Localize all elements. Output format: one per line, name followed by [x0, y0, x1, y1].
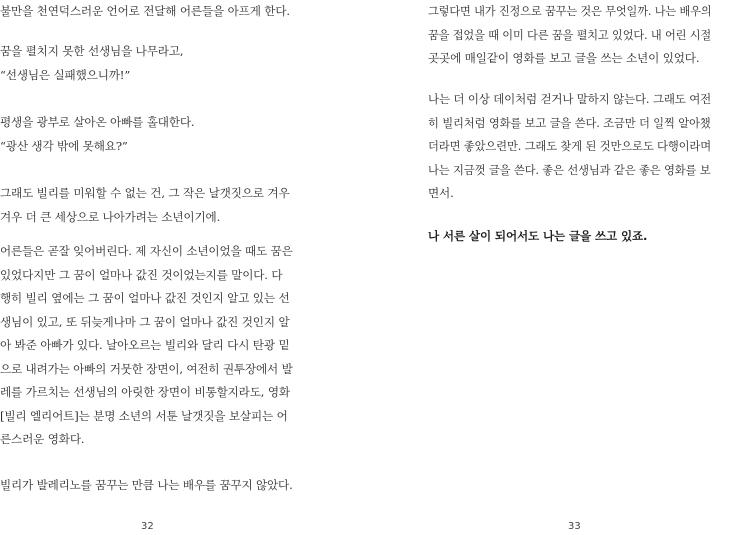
page-number: 33 — [568, 521, 581, 532]
text-line: 불만을 천연덕스러운 언어로 전달해 어른들을 아프게 한다. — [0, 4, 290, 18]
text-line: 아 봐준 아빠가 있다. 날아오르는 빌리와 달리 다시 탄광 밑 — [0, 338, 290, 352]
closing-line — [428, 225, 647, 249]
text-line: 곳곳에 매일같이 영화를 보고 글을 쓰는 소년이 있었다. — [428, 51, 700, 65]
text-line: “광산 생각 밖에 못해요?” — [0, 138, 128, 153]
text-line: 있었다지만 그 꿈이 얼마나 값진 것이었는지를 말이다. 다 — [0, 267, 283, 282]
paragraph-5 — [0, 240, 293, 452]
paragraph-2 — [428, 88, 718, 206]
text-line: 더라면 좋았으련만. 그래도 찾게 된 것만으로도 다행이라며 — [428, 139, 711, 153]
text-line: “선생님은 실패했으니까!” — [0, 67, 131, 82]
text-line: 으로 내려가는 아빠의 거뭇한 장면이, 여전히 권투장에서 발 — [0, 361, 293, 376]
text-line: 나는 지금껏 글을 쓴다. 좋은 선생님과 같은 좋은 영화를 보 — [428, 162, 711, 177]
text-line: 히 빌리처럼 영화를 보고 글을 쓴다. 조금만 더 일찍 알아챘 — [428, 115, 711, 130]
text-line: 행히 빌리 옆에는 그 꿈이 얼마나 값진 것인지 알고 있는 선 — [0, 291, 290, 305]
text-line: 겨우 더 큰 세상으로 나아가려는 소년이기에. — [0, 209, 221, 224]
page-number: 32 — [141, 521, 154, 532]
paragraph-1 — [0, 0, 290, 24]
text-line: 면서. — [428, 186, 454, 200]
paragraph-3 — [0, 111, 194, 158]
text-line: 른스러운 영화다. — [0, 432, 85, 446]
text-line: 어른들은 곧잘 잊어버린다. 제 자신이 소년이었을 때도 꿈은 — [0, 244, 293, 258]
text-line: 빌리가 발레리노를 꿈꾸는 만큼 나는 배우를 꿈꾸지 않았다. — [0, 478, 293, 492]
text-line: 꿈을 접었을 때 이미 다른 꿈을 펼치고 있었다. 내 어린 시절 — [428, 27, 712, 42]
text-line: [빌리 엘리어트]는 분명 소년의 서툰 날갯짓을 보살피는 어 — [0, 408, 288, 423]
paragraph-4 — [0, 182, 290, 229]
paragraph-1 — [428, 0, 721, 71]
right-page — [365, 0, 730, 535]
text-line: 평생을 광부로 살아온 아빠를 홀대한다. — [0, 115, 195, 129]
text-line: 그래도 빌리를 미워할 수 없는 건, 그 작은 날갯짓으로 겨우 — [0, 186, 290, 200]
text-line: 나는 더 이상 데이처럼 걷거나 말하지 않는다. 그래도 여전 — [428, 92, 712, 106]
text-line: 꿈을 펼치지 못한 선생님을 나무라고, — [0, 44, 184, 58]
paragraph-6 — [0, 474, 293, 498]
text-line: 나 서른 살이 되어서도 나는 글을 쓰고 있죠. — [428, 229, 648, 243]
paragraph-2 — [0, 40, 183, 87]
text-line: 생님이 있고, 또 뒤늦게나마 그 꿈이 얼마나 값진 것인지 알 — [0, 314, 290, 329]
text-line: 그렇다면 내가 진정으로 꿈꾸는 것은 무엇일까. 나는 배우의 — [428, 4, 712, 18]
text-line: 레를 가르치는 선생님의 아릿한 장면이 비통할지라도, 영화 — [0, 385, 290, 399]
